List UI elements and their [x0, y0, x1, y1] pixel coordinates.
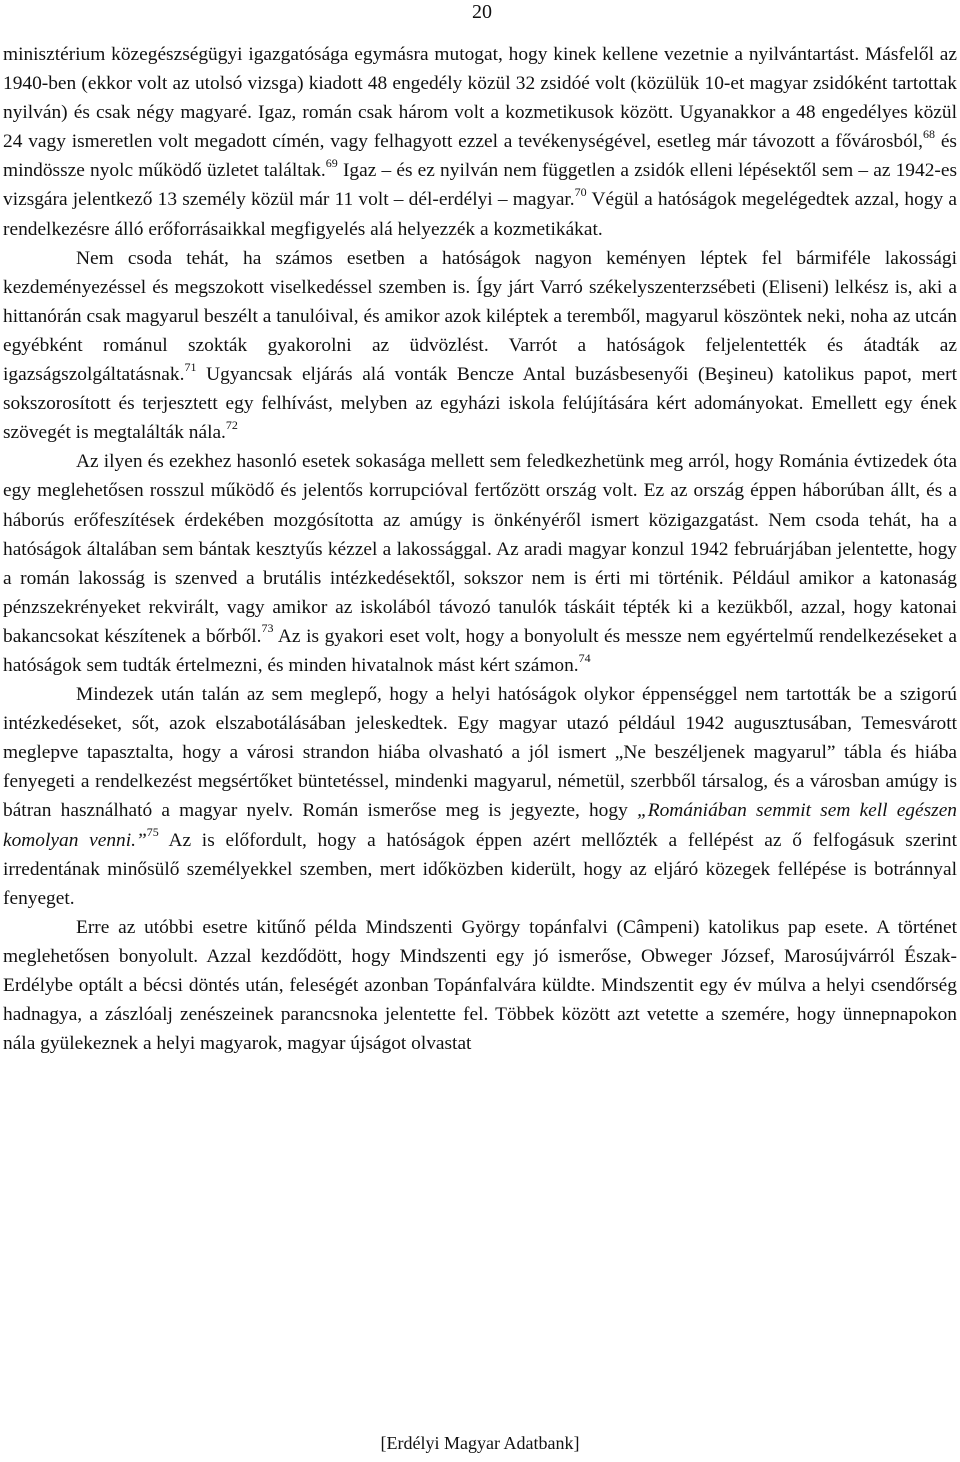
paragraph-text: Végül a hatóságok megelégedtek azzal, hogy a rendelkezésre álló erőforrásaikkal megfigyelés alá helyezzék a kozmetikákat. [3, 189, 957, 240]
footnote-marker: 74 [578, 650, 591, 665]
paragraph-text: Nem csoda tehát, ha számos esetben a hatóságok nagyon keményen léptek fel bármiféle lakossági kezdeményezéssel és megszokott viselkedéssel szemben is. Így járt Varró székelyszenterzsébeti (Eliseni) lelkész is, aki a hittanórán csak magyarul beszélt a tanulóival, és amikor azok kiléptek a teremből, magyarul köszöntek neki, noha az utcán egyébként románul szokták gyakorolni az üdvözlést. Varrót a hatóságok feljelentették és átadták az igazságszolgáltatásnak. [3, 247, 957, 386]
paragraph-text: Mindezek után talán az sem meglepő, hogy a helyi hatóságok olykor éppenséggel nem tartották be a szigorú intézkedéseket, sőt, azok elszabotálásában jeleskedtek. Egy magyar utazó például 1942 augusztusában, Temesvárott meglepve tapasztalta, hogy a városi strandon hiába olvasható a jól ismert „Ne beszéljenek magyarul” tábla és hiába fenyegeti a rendelkezést megsértőket büntetéssel, mindenki magyarul, németül, szerbből társalog, és a városban amúgy is bátran használható a magyar nyelv. Román ismerőse meg is jegyezte, hogy [3, 684, 957, 822]
paragraph [3, 913, 957, 1058]
paragraph [3, 40, 957, 244]
footnote-marker: 71 [184, 359, 197, 374]
paragraph-text: minisztérium közegészségügyi igazgatósága egymásra mutogat, hogy kinek kellene vezetnie a nyilvántartást. Másfelől az 1940-ben (ekkor volt az utolsó vizsga) kiadott 48 engedély közül 32 zsidóé volt (közülük 10-et magyar zsidóként tartottak nyilván) és csak négy magyaré. Igaz, román csak három volt a kozmetikusok között. Ugyanakkor a 48 engedélyes közül 24 vagy ismeretlen volt megadott címén, vagy felhagyott ezzel a tevékenységével, esetleg már távozott a fővárosból, [3, 44, 957, 153]
paragraph [3, 447, 957, 680]
paragraph-text: Erre az utóbbi esetre kitűnő példa Mindszenti György topánfalvi (Câmpeni) katolikus pap esete. A történet meglehetősen bonyolult. Azzal kezdődött, hogy Mindszenti egy jó ismerőse, Obweger József, Marosújvárról Észak-Erdélybe optált a bécsi döntés után, feleségét azonban Topánfalvára küldte. Mindszentit egy év múlva a helyi csendőrség hadnagya, a zászlóalj zenészeinek parancsnoka jelentette fel. Többek között azt vetette a szemére, hogy ünnepnapokon nála gyülekeznek a helyi magyarok, magyar újságot olvastat [3, 916, 957, 1055]
footnote-marker: 69 [325, 155, 338, 170]
paragraph-text: Igaz – és ez nyilván nem független a zsidók elleni lépésektől sem – az 1942-es vizsgára jelentkező 13 személy közül már 11 volt – dél-erdélyi – magyar. [3, 160, 957, 211]
paragraph-text: Az ilyen és ezekhez hasonló esetek sokasága mellett sem feledkezhetünk meg arról, hogy Románia évtizedek óta egy meglehetősen rosszul működő és jelentős korrupcióval fertőzött ország volt. Ez az ország éppen háborúban állt, és a háborús erőfeszítések érdekében mozgósította az amúgy is önkényéről ismert közigazgatást. Nem csoda tehát, ha a hatóságok általában sem bántak kesztyűs kézzel a lakossággal. Az aradi magyar konzul 1942 februárjában jelentette, hogy a román lakosság is szenved a brutális intézkedésektől, sokszor nem is érti mi történik. Például amikor a katonaság pénzszekrényeket rekvirált, vagy amikor az iskolából távozó tanulók táskáit tépték ki a kezükből, azzal, hogy katonai bakancsokat készítenek a bőrből. [3, 451, 957, 647]
paragraph [3, 680, 957, 913]
footnote-marker: 75 [146, 825, 159, 840]
paragraph-text: Ugyancsak eljárás alá vonták Bencze Antal buzásbesenyői (Beşineu) katolikus papot, mert sokszorosított és terjesztett egy felhívást, melyben az egyházi iskola felújítására kért adományokat. Emellett egy ének szövegét is megtalálták nála. [3, 364, 957, 444]
footnote-marker: 70 [574, 185, 587, 199]
footnote-marker: 72 [225, 417, 238, 432]
page-number: 20 [472, 1, 492, 23]
paragraph-text: Az is előfordult, hogy a hatóságok éppen azért mellőzték a fellépést az ő felfogásuk szerint irredentának minősülő személyekkel szemben, mert időközben kiderült, hogy az eljáró közegek fellépése is botránnyal fenyeget. [3, 829, 957, 909]
paragraph [3, 244, 957, 448]
page-footer: [Erdélyi Magyar Adatbank] [380, 1433, 580, 1453]
quoted-italic-text: „Romániában semmit sem kell egészen komolyan venni.” [3, 800, 957, 851]
document-body [3, 40, 957, 1058]
footnote-marker: 73 [261, 621, 274, 636]
paragraph-text: Az is gyakori eset volt, hogy a bonyolult és messze nem egyértelmű rendelkezéseket a hatóságok sem tudták értelmezni, és minden hivatalnok mást kért számon. [3, 625, 957, 676]
paragraph-text: és mindössze nyolc működő üzletet találtak. [3, 131, 957, 182]
footnote-marker: 68 [923, 126, 936, 141]
